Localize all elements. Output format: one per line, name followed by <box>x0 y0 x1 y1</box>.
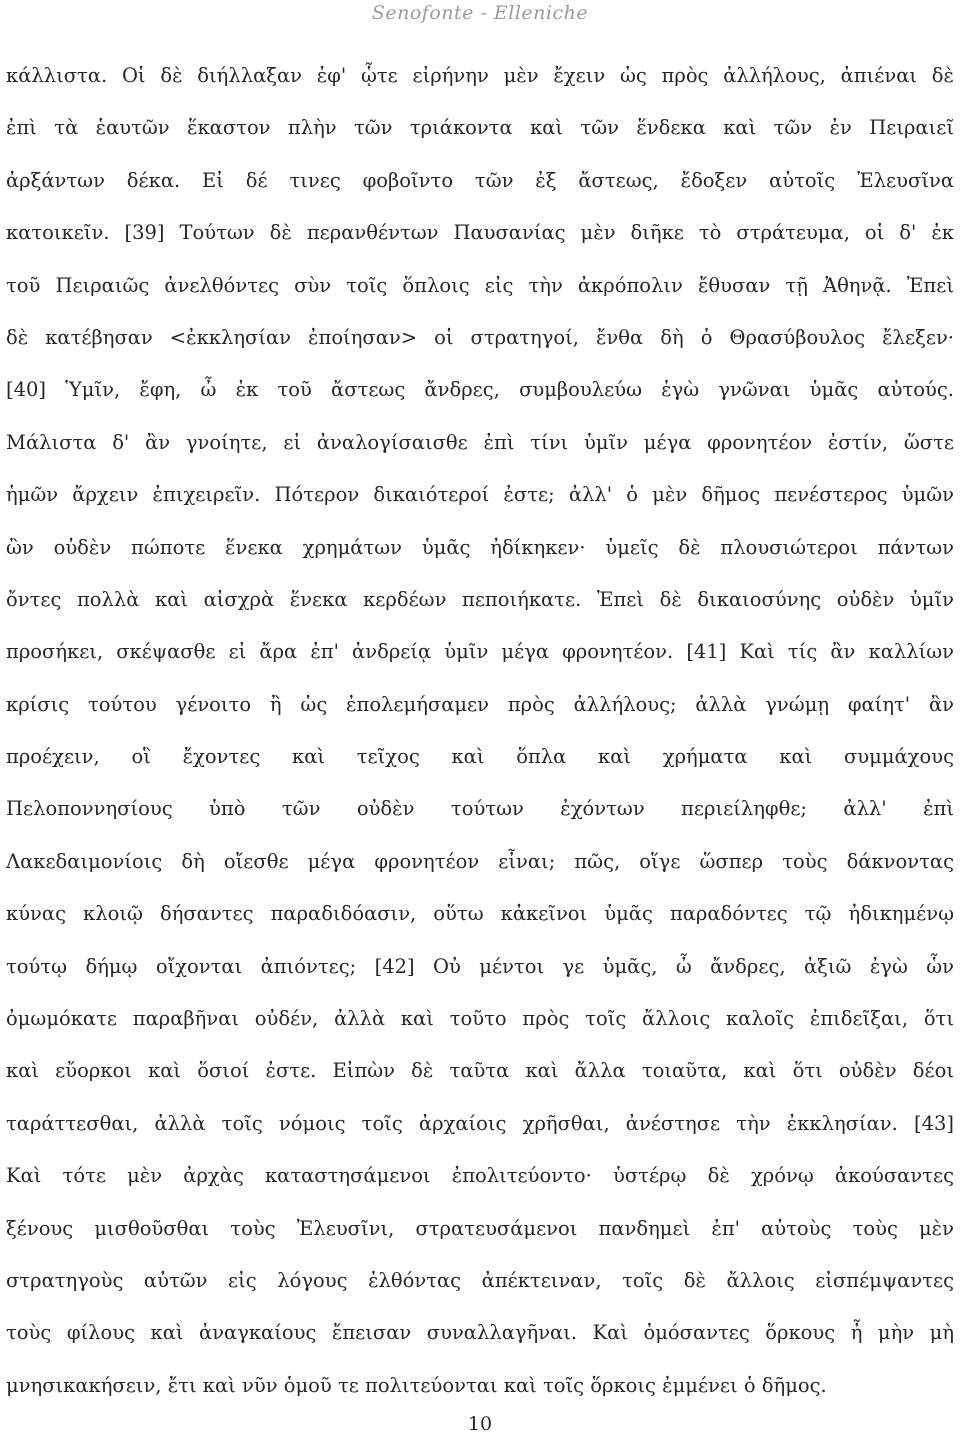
text-line: δὲ κατέβησαν <ἐκκλησίαν ἐποίησαν> οἱ στρατηγοί, ἔνθα δὴ ὁ Θρασύβουλος ἔλεξεν· <box>6 325 954 349</box>
text-line: ἀρξάντων δέκα. Εἰ δέ τινες φοβοῖντο τῶν ἐξ ἄστεως, ἔδοξεν αὐτοῖς Ἐλευσῖνα <box>6 168 954 192</box>
text-line: μνησικακήσειν, ἔτι καὶ νῦν ὁμοῦ τε πολιτεύονται καὶ τοῖς ὅρκοις ἐμμένει ὁ δῆμος. <box>6 1373 827 1397</box>
body-text <box>6 50 954 1412</box>
text-line: Καὶ τότε μὲν ἀρχὰς καταστησάμενοι ἐπολιτεύοντο· ὑστέρῳ δὲ χρόνῳ ἀκούσαντες <box>6 1164 954 1188</box>
text-line: κατοικεῖν. [39] Τούτων δὲ περανθέντων Παυσανίας μὲν διῆκε τὸ στράτευμα, οἱ δ' ἐκ <box>6 221 954 245</box>
text-line: ὄντες πολλὰ καὶ αἰσχρὰ ἕνεκα κερδέων πεποιήκατε. Ἐπεὶ δὲ δικαιοσύνης οὐδὲν ὑμῖν <box>6 587 954 611</box>
text-line: τοὺς φίλους καὶ ἀναγκαίους ἔπεισαν συναλλαγῆναι. Καὶ ὀμόσαντες ὅρκους ἦ μὴν μὴ <box>6 1321 954 1345</box>
text-line: ἡμῶν ἄρχειν ἐπιχειρεῖν. Πότερον δικαιότεροί ἐστε; ἀλλ' ὁ μὲν δῆμος πενέστερος ὑμῶν <box>6 483 954 507</box>
text-line: τούτῳ δήμῳ οἴχονται ἀπιόντες; [42] Οὐ μέντοι γε ὑμᾶς, ὦ ἄνδρες, ἀξιῶ ἐγὼ ὧν <box>6 954 954 978</box>
text-line: προσήκει, σκέψασθε εἰ ἄρα ἐπ' ἀνδρείᾳ ὑμῖν μέγα φρονητέον. [41] Καὶ τίς ἂν καλλίων <box>6 640 954 664</box>
text-line: Πελοποννησίους ὑπὸ τῶν οὐδὲν τούτων ἐχόντων περιείληφθε; ἀλλ' ἐπὶ <box>6 797 954 821</box>
page-number: 10 <box>467 1413 493 1435</box>
text-line: στρατηγοὺς αὐτῶν εἰς λόγους ἐλθόντας ἀπέκτειναν, τοῖς δὲ ἄλλοις εἰσπέμψαντες <box>6 1268 954 1292</box>
text-line: ἐπὶ τὰ ἑαυτῶν ἕκαστον πλὴν τῶν τριάκοντα καὶ τῶν ἕνδεκα καὶ τῶν ἐν Πειραιεῖ <box>6 116 954 140</box>
running-header: Senofonte - Elleniche <box>371 2 589 24</box>
text-line: ὢν οὐδὲν πώποτε ἕνεκα χρημάτων ὑμᾶς ἠδίκηκεν· ὑμεῖς δὲ πλουσιώτεροι πάντων <box>6 535 954 559</box>
text-line: ὀμωμόκατε παραβῆναι οὐδέν, ἀλλὰ καὶ τοῦτο πρὸς τοῖς ἄλλοις καλοῖς ἐπιδεῖξαι, ὅτι <box>6 1007 954 1031</box>
text-line: ξένους μισθοῦσθαι τοὺς Ἐλευσῖνι, στρατευσάμενοι πανδημεὶ ἐπ' αὐτοὺς τοὺς μὲν <box>6 1216 954 1240</box>
text-line: Μάλιστα δ' ἂν γνοίητε, εἰ ἀναλογίσαισθε ἐπὶ τίνι ὑμῖν μέγα φρονητέον ἐστίν, ὥστε <box>6 430 954 454</box>
text-line: κάλλιστα. Οἱ δὲ διήλλαξαν ἐφ' ᾧτε εἰρήνην μὲν ἔχειν ὡς πρὸς ἀλλήλους, ἀπιέναι δὲ <box>6 64 954 87</box>
text-line: καὶ εὔορκοι καὶ ὅσιοί ἐστε. Εἰπὼν δὲ ταῦτα καὶ ἄλλα τοιαῦτα, καὶ ὅτι οὐδὲν δέοι <box>6 1059 954 1083</box>
text-line: κρίσις τούτου γένοιτο ἢ ὡς ἐπολεμήσαμεν πρὸς ἀλλήλους; ἀλλὰ γνώμῃ φαίητ' ἂν <box>6 692 954 716</box>
text-line: τοῦ Πειραιῶς ἀνελθόντες σὺν τοῖς ὅπλοις εἰς τὴν ἀκρόπολιν ἔθυσαν τῇ Ἀθηνᾷ. Ἐπεὶ <box>6 273 954 297</box>
text-line: κύνας κλοιῷ δήσαντες παραδιδόασιν, οὕτω κἀκεῖνοι ὑμᾶς παραδόντες τῷ ἠδικημένῳ <box>6 902 954 926</box>
text-line: [40] Ὑμῖν, ἔφη, ὦ ἐκ τοῦ ἄστεως ἄνδρες, συμβουλεύω ἐγὼ γνῶναι ὑμᾶς αὐτούς. <box>6 378 954 402</box>
text-line: προέχειν, οἳ ἔχοντες καὶ τεῖχος καὶ ὅπλα καὶ χρήματα καὶ συμμάχους <box>6 745 954 769</box>
text-line: ταράττεσθαι, ἀλλὰ τοῖς νόμοις τοῖς ἀρχαίοις χρῆσθαι, ἀνέστησε τὴν ἐκκλησίαν. [43] <box>6 1111 954 1135</box>
text-line: Λακεδαιμονίοις δὴ οἴεσθε μέγα φρονητέον εἶναι; πῶς, οἵγε ὥσπερ τοὺς δάκνοντας <box>6 849 954 873</box>
